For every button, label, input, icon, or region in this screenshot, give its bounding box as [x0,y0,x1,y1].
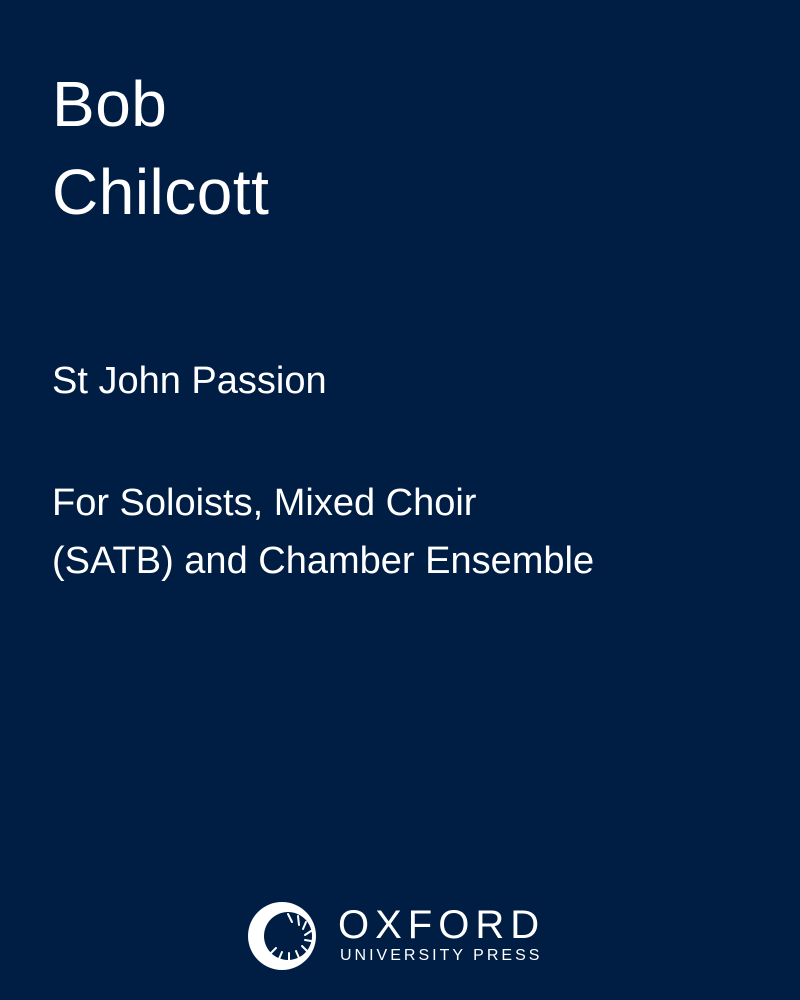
work-title: St John Passion [52,360,327,402]
publisher-logo [246,900,566,972]
oxford-university-press-logo-icon [246,900,318,972]
composer-last-name: Chilcott [52,156,270,228]
scoring-description [52,474,792,590]
scoring-line-1: For Soloists, Mixed Choir [52,482,477,524]
publisher-name: OXFORD [338,903,546,947]
scoring-line-2: (SATB) and Chamber Ensemble [52,540,595,582]
composer-first-name: Bob [52,68,168,140]
composer-name [52,60,269,236]
publisher-subtitle: UNIVERSITY PRESS [340,947,543,964]
